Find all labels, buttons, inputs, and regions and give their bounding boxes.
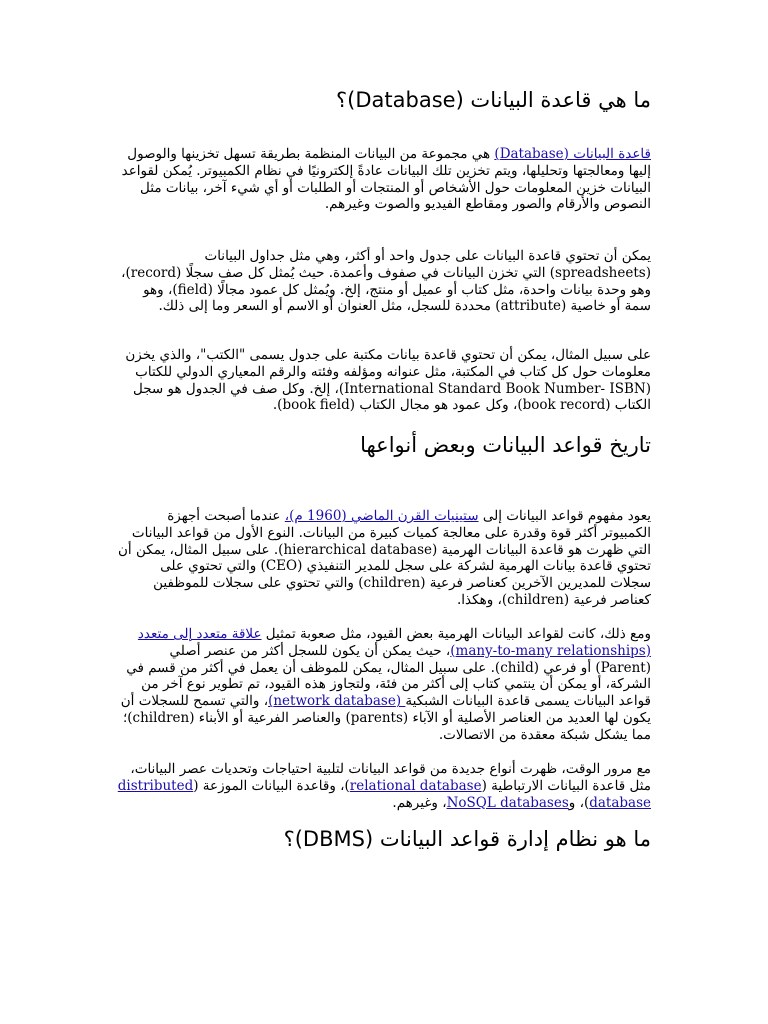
link-1960s[interactable]: ستينيات القرن الماضي (1960 م)، <box>284 508 479 524</box>
paragraph-database-definition <box>117 146 651 213</box>
paragraph-text: )، و <box>568 794 590 811</box>
paragraph-text: ومع ذلك، كانت لقواعد البيانات الهرمية بعض القيود، مثل صعوبة تمثيل <box>261 626 651 642</box>
link-relational-database[interactable]: relational database <box>349 777 482 794</box>
paragraph-library-example: على سبيل المثال، يمكن أن تحتوي قاعدة بيانات مكتبة على جدول يسمى "الكتب"، والذي يخزن معلومات حول كل كتاب في المكتبة، مثل عنوانه ومؤلفه وفئته والرقم المعياري الدولي للكتاب (International Standard Book Number- ISBN)، إلخ. وكل صف في الجدول هو سجل الكتاب (book record)، وكل عمود هو مجال الكتاب (book field). <box>125 347 651 414</box>
heading-what-is-database: ما هي قاعدة البيانات (Database)؟ <box>336 88 651 112</box>
paragraph-tables: يمكن أن تحتوي قاعدة البيانات على جدول واحد أو أكثر، وهي مثل جداول البيانات (spreadsheets) التي تخزن البيانات في صفوف وأعمدة. حيث يُمثل كل صف سجلًا (record)، وهو وحدة بيانات واحدة، مثل كتاب أو عميل أو منتج، إلخ. ويُمثل كل عمود مجالًا (field)، وهو سمة أو خاصية (attribute) محددة للسجل، مثل العنوان أو الاسم أو السعر وما إلى ذلك. <box>121 248 651 315</box>
link-network-database[interactable]: (network database) <box>268 693 406 710</box>
link-database[interactable]: قاعدة البيانات (Database) <box>494 146 651 162</box>
heading-database-history: تاريخ قواعد البيانات وبعض أنواعها <box>360 433 651 457</box>
link-distributed-database[interactable]: distributed database <box>117 777 651 811</box>
link-nosql-databases[interactable]: NoSQL databases <box>446 794 569 811</box>
paragraph-network-database <box>117 626 651 744</box>
paragraph-text: ، وغيرهم. <box>392 794 447 811</box>
heading-what-is-dbms: ما هو نظام إدارة قواعد البيانات (DBMS)؟ <box>283 827 651 851</box>
paragraph-text: )، وقاعدة البيانات الموزعة ( <box>193 777 350 794</box>
paragraph-text: مع مرور الوقت، ظهرت أنواع جديدة من قواعد البيانات لتلبية احتياجات وتحديات عصر البيانات، مثل قاعدة البيانات الارتباطية ( <box>130 761 651 794</box>
paragraph-text: يعود مفهوم قواعد البيانات إلى <box>478 508 651 524</box>
paragraph-history <box>117 508 651 609</box>
paragraph-text: عندما أصبحت أجهزة الكمبيوتر أكثر قوة وقدرة على معالجة كميات كبيرة من البيانات. النوع الأول من قواعد البيانات التي ظهرت هو قاعدة البيانات الهرمية (hierarchical database). على سبيل المثال، يمكن أن تحتوي قاعدة بيانات الهرمية لشركة على سجل للمدير التنفيذي (CEO) والتي تحتوي على سجلات للمديرين الآخرين كعناصر فرعية (children) والتي تحتوي على سجلات للموظفين كعناصر فرعية (children)، وهكذا. <box>118 508 651 608</box>
paragraph-new-types <box>117 761 651 811</box>
paragraph-text: ، والتي تسمح للسجلات أن يكون لها العديد من العناصر الأصلية أو الآباء (parents) والعناصر الفرعية أو الأبناء (children)؛ مما يشكل شبكة معقدة من الاتصالات. <box>120 693 651 743</box>
paragraph-text: هي مجموعة من البيانات المنظمة بطريقة تسهل تخزينها والوصول إليها ومعالجتها وتحليلها، ويتم تخزين تلك البيانات عادةً إلكترونيًا في نظام الكمبيوتر. يُمكن لقواعد البيانات خزين المعلومات حول الأشخاص أو المنتجات أو الطلبات أو أي شيء آخر، بيانات مثل النصوص والأرقام والصور ومقاطع الفيديو والصوت وغيرهم. <box>121 146 651 213</box>
paragraph-text: ، حيث يمكن أن يكون للسجل أكثر من عنصر أصلي (Parent) أو فرعي (child). على سبيل المثال، يمكن للموظف أن يعمل في أكثر من قسم في الشركة، أو يمكن أن ينتمي كتاب إلى أكثر من فئة، ولتجاوز هذه القيود، تم تطوير نوع آخر من قواعد البيانات يسمى قاعدة البيانات الشبكية <box>126 642 651 710</box>
link-many-to-many[interactable]: علاقة متعدد إلى متعدد (many-to-many relationships) <box>137 626 651 659</box>
